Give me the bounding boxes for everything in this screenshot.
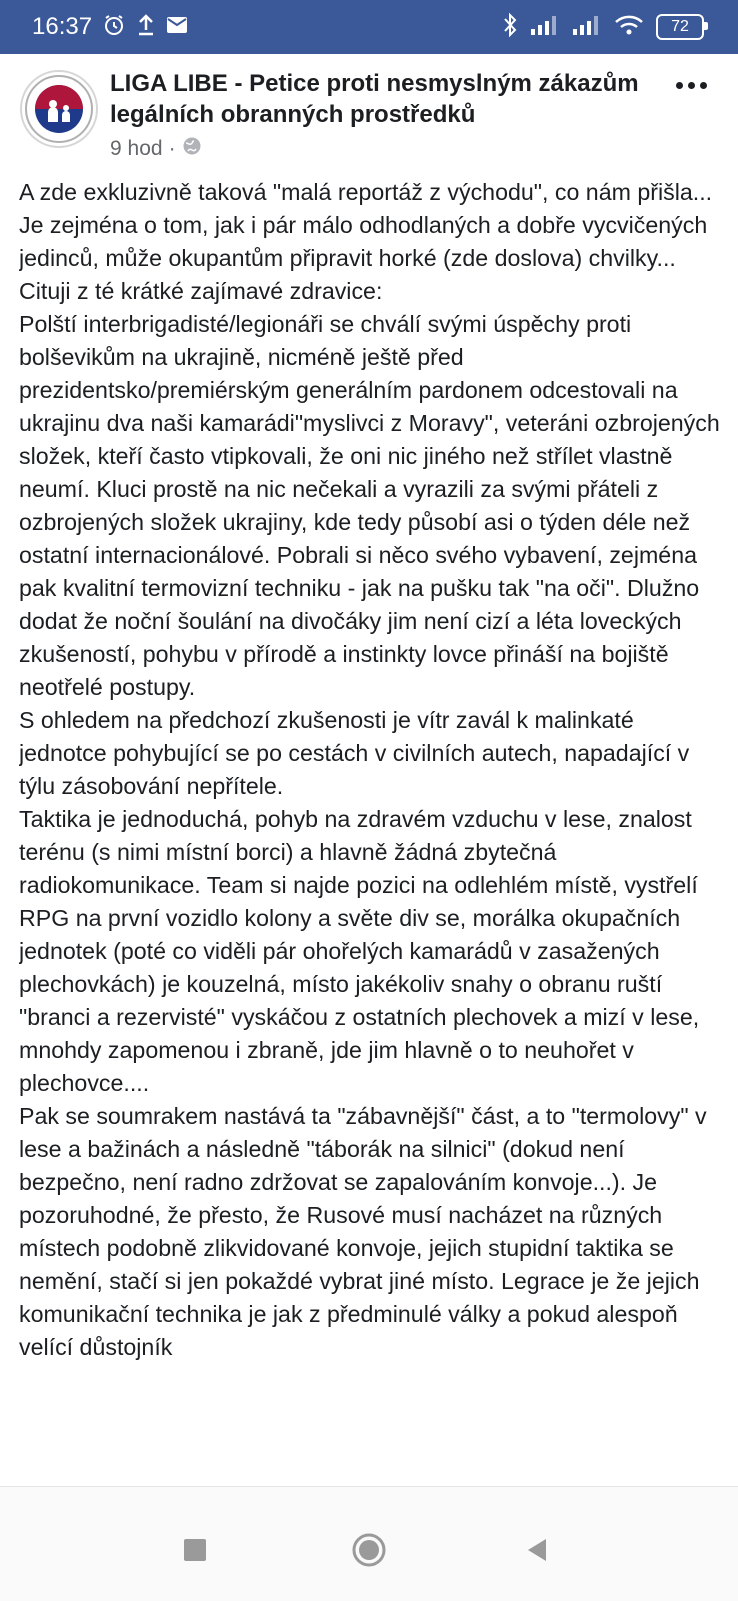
bluetooth-icon [502, 12, 518, 43]
post-paragraph: Taktika je jednoduchá, pohyb na zdravém vzduchu v lese, znalost terénu (s nimi místní borci) a hlavně žádná zbytečná radiokomunikace. Team si najde pozici na odlehlém místě, vystřelí RPG na první vozidlo kolony a světe div se, morálka okupačních jednotek (poté co viděli pár ohořelých kamarádů v zasažených plechovkách) je kouzelná, místo jakékoliv snahy o obranu ruští "branci a rezervisté" vyskáčou z ostatních plechovek a mizí v lese, mnohdy zapomenou i zbraně, jde jim hlavně o to neuhořet v plechovce.... [19, 806, 700, 1096]
post-header [0, 54, 738, 168]
battery-icon [656, 14, 704, 40]
dot [688, 82, 695, 89]
post-paragraph: Je zejména o tom, jak i pár málo odhodlaných a dobře vycvičených jedinců, může okupantům připravit horké (zde doslova) chvilky... [19, 212, 708, 271]
dot [700, 82, 707, 89]
signal-icon [530, 14, 560, 41]
status-bar [0, 0, 738, 54]
recents-square-icon[interactable] [170, 1525, 220, 1575]
upload-icon [136, 13, 156, 42]
post-body [19, 176, 721, 1482]
home-circle-icon[interactable] [344, 1525, 394, 1575]
post-meta [110, 136, 202, 162]
alarm-icon [102, 13, 126, 42]
post-paragraph: S ohledem na předchozí zkušenosti je vítr zavál k malinkaté jednotce pohybující se po cestách v civilních autech, napadající v týlu zásobování nepřítele. [19, 707, 690, 799]
post-paragraph: A zde exkluzivně taková "malá reportáž z východu", co nám přišla... [19, 179, 713, 205]
post-paragraph: Pak se soumrakem nastává ta "zábavnější" část, a to "termolovy" v lese a bažinách a následně "táborák na silnici" (dokud není bezpečno, není radno zdržovat se zapalováním konvoje...). Je pozoruhodné, že přesto, že Rusové musí nacházet na různých místech podobně zlikvidované konvoje, jejich stupidní taktika se nemění, stačí si jen pokaždé vybrat jiné místo. Legrace je že jejich komunikační technika je jak z předminulé války a pokud alespoň velící důstojník [19, 1103, 707, 1360]
back-triangle-icon[interactable] [512, 1525, 562, 1575]
more-options-button[interactable] [676, 82, 707, 89]
status-time: 16:37 [32, 13, 93, 40]
battery-level: 72 [671, 18, 689, 35]
post-paragraph: Cituji z té krátké zajímavé zdravice: [19, 278, 383, 304]
page-avatar[interactable] [20, 70, 98, 148]
post-paragraph: Polští interbrigadisté/legionáři se chválí svými úspěchy proti bolševikům na ukrajině, nicméně ještě před prezidentsko/premiérským generálním pardonem odcestovali na ukrajinu dva naši kamarádi"myslivci z Moravy", veteráni ozbrojených složek, kteří často vtipkovali, že oni nic jiného než střílet vlastně neumí. Kluci prostě na nic nečekali a vyrazili za svými přáteli z ozbrojených složek ukrajiny, kde tedy působí asi o týden déle než ostatní internacionálové. Pobrali si něco svého vybavení, zejména pak kvalitní termovizní techniku - jak na pušku tak "na oči". Dlužno dodat že noční šoulání na divočáky jim není cizí a léta loveckých zkušeností, pohybu v přírodě a instinkty lovce přináší na bojiště neotřelé postupy. [19, 311, 720, 700]
signal-icon [572, 14, 602, 41]
mail-icon [166, 16, 188, 39]
post-time[interactable]: 9 hod [110, 137, 163, 160]
globe-icon [182, 136, 202, 162]
dot [676, 82, 683, 89]
navigation-bar [0, 1486, 738, 1601]
wifi-icon [614, 14, 644, 41]
page-name[interactable]: LIGA LIBE - Petice proti nesmyslným zákazům legálních obranných prostředků [110, 70, 639, 128]
meta-separator: · [168, 137, 176, 160]
